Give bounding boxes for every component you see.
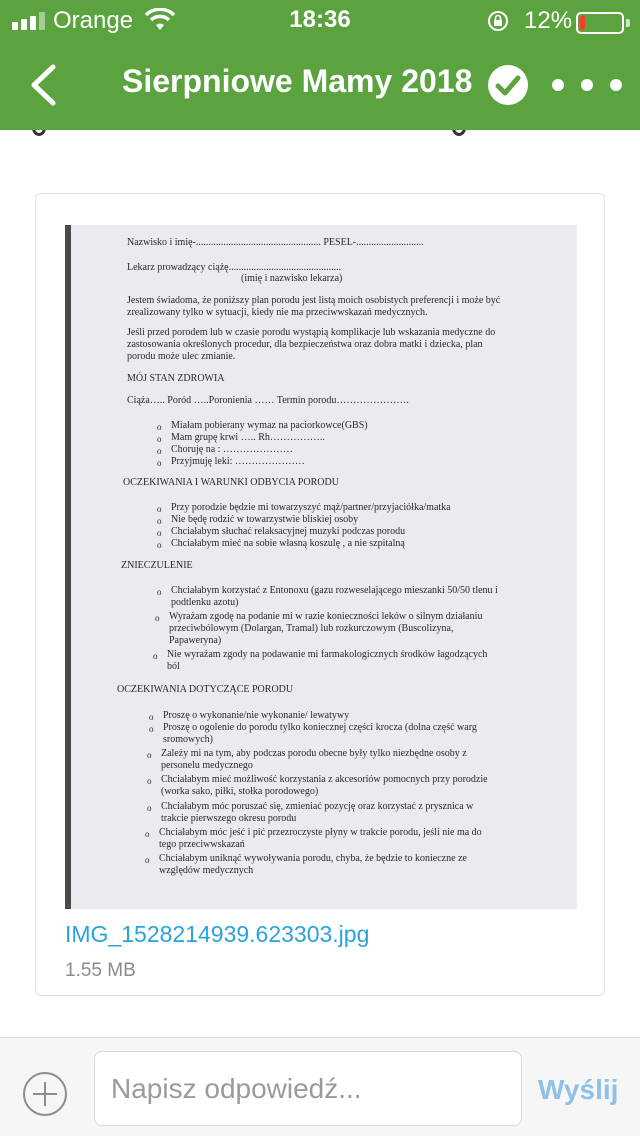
battery-level-fill <box>580 16 585 30</box>
document-line: Chciałabym móc jeść i pić przezroczyste płyny w trakcie porodu, jeśli nie ma do <box>159 827 482 838</box>
document-line: względów medycznych <box>159 865 254 876</box>
document-line: Lekarz prowadzący ciążę............................................. <box>127 262 342 273</box>
document-bullet: o <box>157 422 162 432</box>
check-circle-icon <box>487 64 529 106</box>
attachment-filename[interactable]: IMG_1528214939.623303.jpg <box>65 921 370 947</box>
document-line: Proszę o ogolenie do porodu tylko koniecznej części krocza (dolna część warg <box>163 722 477 733</box>
more-dot <box>581 79 593 91</box>
conversation-title[interactable]: Sierpniowe Mamy 2018 <box>122 63 473 99</box>
attachment-image[interactable] <box>65 225 577 909</box>
battery-percent: 12% <box>524 7 573 34</box>
document-bullet: o <box>157 540 162 550</box>
status-bar <box>0 0 640 40</box>
document-bullet: o <box>157 434 162 444</box>
document-bullet: o <box>157 587 162 597</box>
document-bullet: o <box>157 504 162 514</box>
document-bullet: o <box>157 516 162 526</box>
attachment-filesize: 1.55 MB <box>65 960 136 981</box>
plus-circle-icon[interactable] <box>22 1071 68 1117</box>
document-line: zrealizowany tylko w sytuacji, kiedy nie ma przeciwwskazań medycznych. <box>127 307 428 318</box>
document-line: Jeśli przed porodem lub w czasie porodu wystąpią komplikacje lub wskazania medyczne do <box>127 327 496 338</box>
document-line: OCZEKIWANIA DOTYCZĄCE PORODU <box>117 684 294 695</box>
more-dot <box>610 79 622 91</box>
send-button[interactable]: Wyślij <box>538 1074 619 1105</box>
document-line: Proszę o wykonanie/nie wykonanie/ lewatywy <box>163 710 350 721</box>
carrier-name: Orange <box>53 7 134 34</box>
document-line: ból <box>167 661 180 672</box>
document-bullet: o <box>149 724 154 734</box>
document-line: Chciałabym mieć możliwość korzystania z akcesoriów pomocnych przy porodzie <box>161 774 488 785</box>
attachment-card[interactable] <box>35 193 605 996</box>
back-button[interactable] <box>18 58 68 112</box>
document-line: Zależy mi na tym, aby podczas porodu obecne były tylko niezbędne osoby z <box>161 748 467 759</box>
previous-message-fragment <box>0 130 640 144</box>
document-line: przeciwbólowym (Dolargan, Tramal) lub rozkurczowym (Buscolizyna, <box>169 623 454 634</box>
document-line: podtlenku azotu) <box>171 597 239 608</box>
document-bullet: o <box>157 446 162 456</box>
document-line: Nie będę rodzić w towarzystwie bliskiej osoby <box>171 514 359 525</box>
document-line: Miałam pobierany wymaz na paciorkowce(GBS) <box>171 420 368 431</box>
document-bullet: o <box>147 803 152 813</box>
more-options-button[interactable] <box>552 70 622 100</box>
document-bullet: o <box>153 651 158 661</box>
document-bullet: o <box>145 855 150 865</box>
document-line: tego przeciwwskazań <box>159 839 245 850</box>
text-fragment <box>452 130 466 136</box>
document-bullet: o <box>145 829 150 839</box>
document-line: Przyjmuję leki: ………………… <box>171 456 305 467</box>
reply-bar <box>0 1037 640 1136</box>
document-bullet: o <box>149 712 154 722</box>
document-bullet: o <box>157 528 162 538</box>
document-line: Chciałabym uniknąć wywoływania porodu, chyba, że będzie to konieczne ze <box>159 853 467 864</box>
document-line: Papaweryna) <box>169 635 222 646</box>
document-photo <box>65 225 577 909</box>
document-line: personelu medycznego <box>161 760 253 771</box>
document-line: Mam grupę krwi ….. Rh…………….. <box>171 432 325 443</box>
document-line: MÓJ STAN ZDROWIA <box>127 373 225 384</box>
document-line: (imię i nazwisko lekarza) <box>241 273 343 284</box>
document-line: OCZEKIWANIA I WARUNKI ODBYCIA PORODU <box>123 477 339 488</box>
document-line: ZNIECZULENIE <box>121 560 193 571</box>
document-bullet: o <box>157 458 162 468</box>
reply-input[interactable] <box>94 1051 522 1126</box>
document-line: Chciałabym korzystać z Entonoxu (gazu rozweselającego mieszanki 50/50 tlenu i <box>171 585 498 596</box>
top-bar <box>0 0 640 130</box>
document-line: Wyrażam zgodę na podanie mi w razie konieczności leków o silnym działaniu <box>169 611 483 622</box>
document-line: Jestem świadoma, że poniższy plan porodu jest listą moich osobistych preferencji i może być <box>127 295 501 306</box>
chevron-left-icon <box>29 64 57 106</box>
battery-tip <box>626 19 630 27</box>
document-line: trakcie pierwszego okresu porodu <box>161 813 297 824</box>
document-line: Ciąża….. Poród …..Poronienia …… Termin porodu…………………. <box>127 395 409 406</box>
document-bullet: o <box>147 776 152 786</box>
document-line: Chciałabym mieć na sobie własną koszulę , a nie szpitalną <box>171 538 405 549</box>
text-fragment <box>32 130 46 136</box>
document-line: porodu może ulec zmianie. <box>127 351 236 362</box>
document-line: zastosowania określonych procedur, dla bezpieczeństwa oraz dobra matki i dziecka, plan <box>127 339 483 350</box>
document-line: Choruję na : ………………… <box>171 444 293 455</box>
clock: 18:36 <box>289 6 351 33</box>
document-bullet: o <box>147 750 152 760</box>
document-line: Chciałabym móc poruszać się, zmieniać pozycję oraz korzystać z prysznica w <box>161 801 474 812</box>
document-line: sromowych) <box>163 734 213 745</box>
more-dot <box>552 79 564 91</box>
document-line: Przy porodzie będzie mi towarzyszyć mąż/partner/przyjaciółka/matka <box>171 502 451 513</box>
document-line: Chciałabym słuchać relaksacyjnej muzyki podczas porodu <box>171 526 406 537</box>
battery-icon <box>576 12 624 34</box>
document-line: (worka sako, piłki, stołka porodowego) <box>161 786 319 797</box>
document-bullet: o <box>155 613 160 623</box>
orientation-lock-icon <box>487 10 509 32</box>
document-line: Nazwisko i imię-.................................................. PESEL-........................... <box>127 237 424 248</box>
document-line: Nie wyrażam zgody na podawanie mi farmakologicznych środków łagodzących <box>167 649 488 660</box>
